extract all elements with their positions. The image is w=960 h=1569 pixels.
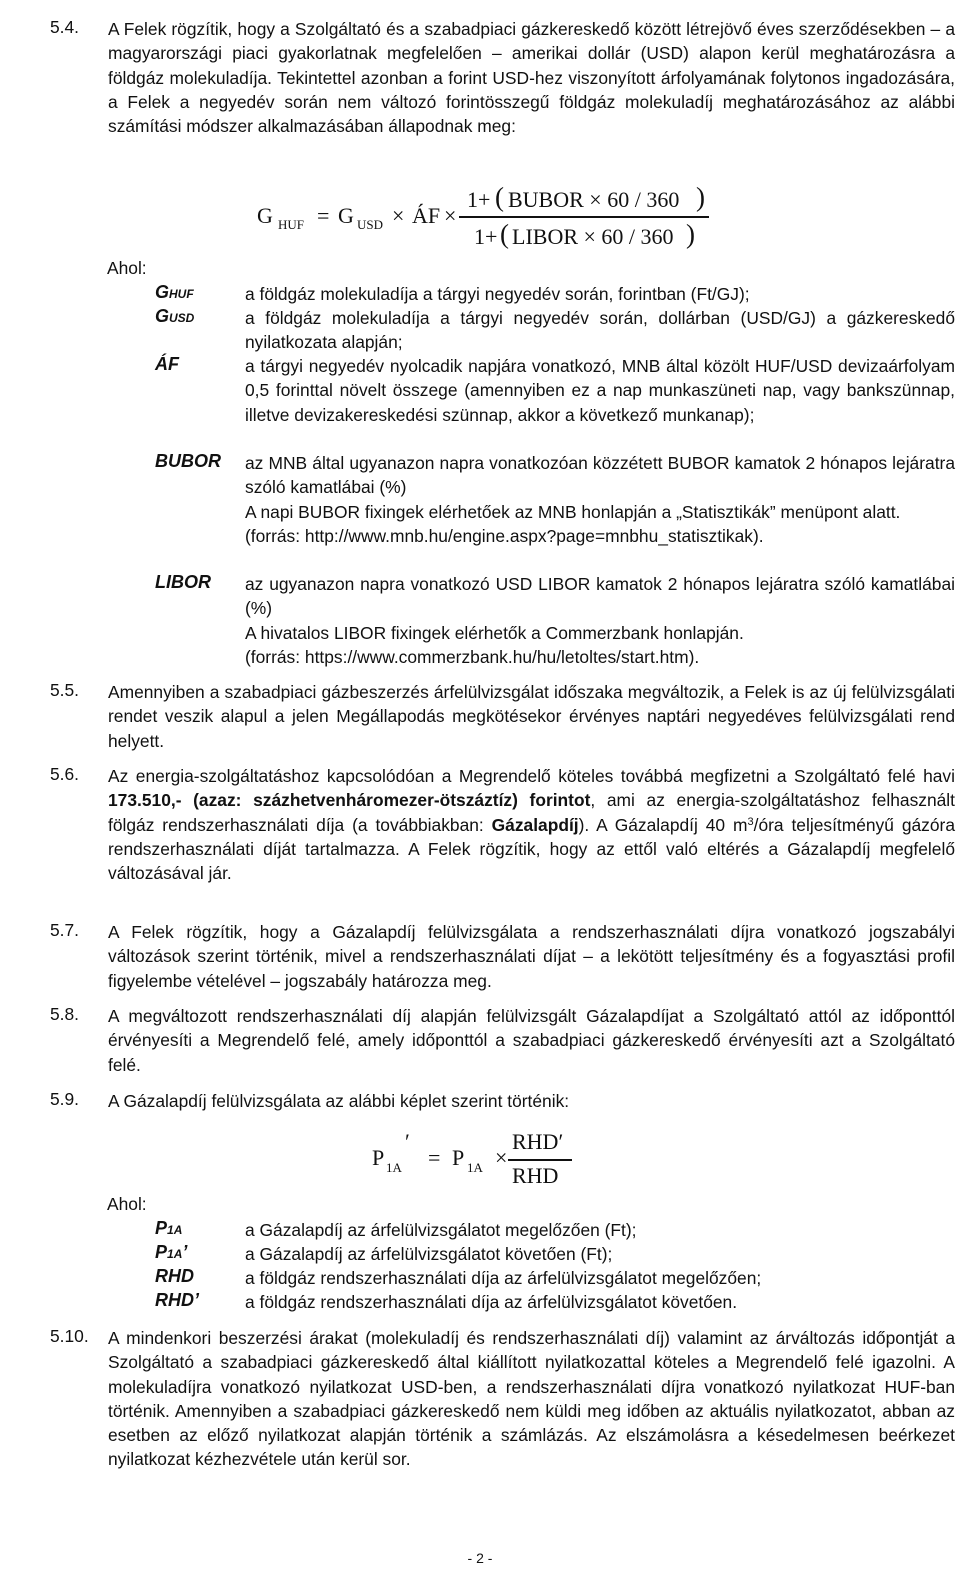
formula-p: P bbox=[372, 1145, 385, 1170]
formula-sub-huf: HUF bbox=[278, 217, 305, 232]
formula-times: × bbox=[392, 203, 405, 228]
ahol-label: Ahol: bbox=[107, 1194, 147, 1214]
denominator-rhd: RHD bbox=[512, 1163, 559, 1188]
ahol-label: Ahol: bbox=[107, 258, 147, 278]
section-number: 5.10. bbox=[50, 1326, 89, 1346]
numerator-one-plus: 1+ bbox=[467, 187, 491, 212]
section-text: A Felek rögzítik, hogy a Szolgáltató és a szabadpiaci gázkereskedő között létrejövő éves szerződésekben – a magyarországi piaci gyakorlatnak megfelelően – amerikai dollár (USD) alapon kerül meghatározásra a földgáz molekuladíja. Tekintettel azonban a forint USD-hez viszonyított árfolyamának folytonos ingadozására, a Felek a negyedév során nem változó forintösszegű földgáz molekuladíj meghatározásához az alábbi számítási módszer alkalmazásában állapodnak meg: bbox=[108, 19, 955, 137]
formula-g-usd: G bbox=[338, 203, 354, 228]
formula-sub-1a: 1A bbox=[386, 1160, 402, 1175]
formula-times: × bbox=[495, 1145, 508, 1170]
numerator-expression: BUBOR × 60 / 360 bbox=[508, 187, 680, 212]
section-number: 5.4. bbox=[50, 17, 80, 37]
section-text: Az energia-szolgáltatáshoz kapcsolódóan a Megrendelő köteles továbbá megfizetni a Szolgáltató felé havi 173.510,- (azaz: százhetvenháromezer-ötszáztíz) forintot, ami az energia-szolgáltatáshoz felhasznált fölgáz rendszerhasználati díja (a továbbiakban: Gázalapdíj). A Gázalapdíj 40 $m^3$/óra teljesítményű gázóra rendszerhasználati díját tartalmazza. A Felek rögzítik, hogy az ettől való eltérés a Gázalapdíj megfelelő változásával jár. bbox=[108, 766, 955, 884]
section-number: 5.6. bbox=[50, 764, 80, 784]
def-desc-af: a tárgyi negyedév nyolcadik napjára vonatkozó, MNB által közölt HUF/USD devizaárfolyam 0,5 forinttal növelt összege (amennyiben ez a nap munkaszüneti nap, vagy bankszünnap, illetve devizakereskedési szünnap, akkor a következő munkanap); bbox=[245, 356, 955, 425]
def-desc-g-usd: a földgáz molekuladíja a tárgyi negyedév során, dollárban (USD/GJ) a gázkereskedő nyilatkozata alapján; bbox=[245, 308, 955, 353]
def-term-rhd-prime: RHD’ bbox=[155, 1290, 200, 1310]
defined-term: Gázalapdíj bbox=[491, 814, 579, 835]
denominator-left-paren: ( bbox=[500, 219, 509, 249]
def-desc-libor: az ugyanazon napra vonatkozó USD LIBOR kamatok 2 hónapos lejáratra szóló kamatlábai (%) A hivatalos LIBOR fixingek elérhetők a Commerzbank honlapján. (forrás: https://www.commerzbank.hu/hu/letoltes/start.htm). bbox=[245, 574, 955, 667]
def-term-bubor: BUBOR bbox=[155, 451, 221, 471]
denominator-right-paren: ) bbox=[686, 219, 695, 249]
denominator-one-plus: 1+ bbox=[474, 224, 498, 249]
section-5-10 bbox=[50, 1326, 955, 1472]
formula-prime: ′ bbox=[405, 1129, 410, 1154]
formula-sub-usd: USD bbox=[357, 217, 384, 232]
def-desc-p1a: a Gázalapdíj az árfelülvizsgálatot megelőzően (Ft); bbox=[245, 1220, 637, 1240]
def-term-g-usd: GUSD bbox=[155, 306, 195, 326]
def-desc-p1a-prime: a Gázalapdíj az árfelülvizsgálatot követően (Ft); bbox=[245, 1244, 613, 1264]
def-desc-bubor: az MNB által ugyanazon napra vonatkozóan közzétett BUBOR kamatok 2 hónapos lejáratra szóló kamatlábai (%) A napi BUBOR fixingek elérhetőek az MNB honlapján a „Statisztikák” menüpont alatt. (forrás: http://www.mnb.hu/engine.aspx?page=mnbhu_statisztikak). bbox=[245, 453, 955, 546]
numerator-rhd-prime: RHD′ bbox=[512, 1129, 564, 1154]
fee-amount: 173.510,- (azaz: százhetvenháromezer-ötszáztíz) forintot bbox=[108, 790, 591, 811]
section-number: 5.5. bbox=[50, 680, 80, 700]
formula-equals: = bbox=[428, 1145, 441, 1170]
formula-af: ÁF bbox=[412, 203, 441, 228]
formula-times: × bbox=[444, 203, 457, 228]
numerator-right-paren: ) bbox=[696, 182, 705, 212]
def-term-p1a: P1A bbox=[155, 1218, 183, 1238]
def-desc-g-huf: a földgáz molekuladíja a tárgyi negyedév során, forintban (Ft/GJ); bbox=[245, 284, 750, 304]
section-number: 5.8. bbox=[50, 1004, 80, 1024]
formula-equals: = bbox=[317, 203, 330, 228]
fraction-bar bbox=[508, 1159, 572, 1161]
section-text: Amennyiben a szabadpiaci gázbeszerzés árfelülvizsgálat időszaka megváltozik, a Felek is az új felülvizsgálati rendet veszik alapul a jelen Megállapodás megkötésekor érvényes naptári negyedéves felülvizsgálati rend helyett. bbox=[108, 682, 955, 751]
def-term-p1a-prime: P1A’ bbox=[155, 1242, 188, 1262]
def-term-af: ÁF bbox=[155, 354, 179, 374]
page-number: - 2 - bbox=[467, 1550, 493, 1566]
def-desc-rhd-prime: a földgáz rendszerhasználati díja az árfelülvizsgálatot követően. bbox=[245, 1292, 738, 1312]
numerator-left-paren: ( bbox=[495, 182, 504, 212]
formula-p: P bbox=[452, 1145, 465, 1170]
def-term-libor: LIBOR bbox=[155, 572, 211, 592]
def-term-rhd: RHD bbox=[155, 1266, 194, 1286]
section-text: A Gázalapdíj felülvizsgálata az alábbi képlet szerint történik: bbox=[108, 1091, 570, 1111]
formula-sub-1a: 1A bbox=[467, 1160, 483, 1175]
section-number: 5.9. bbox=[50, 1089, 80, 1109]
def-desc-rhd: a földgáz rendszerhasználati díja az árfelülvizsgálatot megelőzően; bbox=[245, 1268, 762, 1288]
section-text: A megváltozott rendszerhasználati díj alapján felülvizsgált Gázalapdíjat a Szolgáltató attól az időponttól érvényesíti a Megrendelő felé, amely időponttól a szabadpiaci gázkereskedő érvényesíti azt a Szolgáltató felé. bbox=[108, 1006, 955, 1075]
denominator-expression: LIBOR × 60 / 360 bbox=[512, 224, 674, 249]
formula-g: G bbox=[257, 203, 273, 228]
section-text: A Felek rögzítik, hogy a Gázalapdíj felülvizsgálata a rendszerhasználati díjra vonatkozó jogszabályi változások szerint történik, mivel a rendszerhasználati díjat – a lekötött teljesítmény és a fogyasztási profil figyelembe vételével – jogszabály határozza meg. bbox=[108, 922, 955, 991]
def-term-g-huf: GHUF bbox=[155, 282, 194, 302]
section-number: 5.7. bbox=[50, 920, 80, 940]
section-text: A mindenkori beszerzési árakat (molekuladíj és rendszerhasználati díj) valamint az árváltozás időpontját a Szolgáltató a szabadpiaci gázkereskedő által kiállított nyilatkozattal köteles a Megrendelő felé igazolni. A molekuladíjra vonatkozó nyilatkozat USD-ben, a rendszerhasználati díjra vonatkozó nyilatkozat HUF-ban történik. Amennyiben a szabadpiaci gázkereskedő nem küldi meg időben az aktuális nyilatkozatot, abban az esetben az előző nyilatkozat alapján történik a számlázás. Az elszámolásra a késedelmesen beérkezet nyilatkozat kézhezvétele után kerül sor. bbox=[108, 1328, 955, 1470]
